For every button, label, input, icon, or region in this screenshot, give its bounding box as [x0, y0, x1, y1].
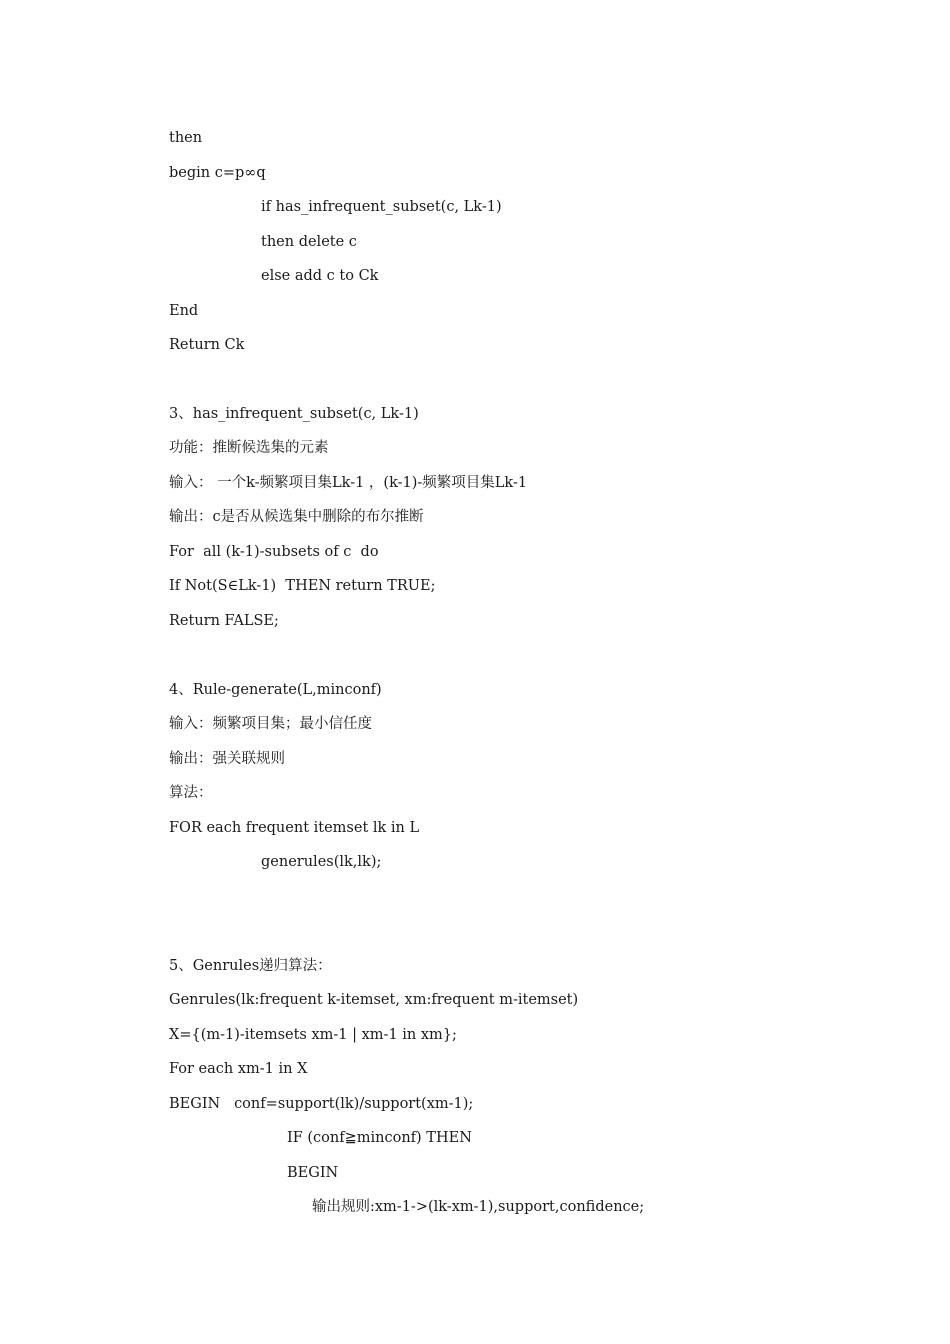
code-line: IF (conf≧minconf) THEN	[287, 1130, 472, 1146]
section-heading: 4、Rule-generate(L,minconf)	[169, 682, 382, 698]
text-line: 输入： 一个k-频繁项目集Lk-1 ，(k-1)-频繁项目集Lk-1	[169, 475, 528, 491]
code-line: Return Ck	[169, 337, 245, 353]
code-line: 输出规则:xm-1->(lk-xm-1),support,confidence;	[312, 1199, 645, 1215]
code-line: If Not(S∈Lk-1) THEN return TRUE;	[169, 578, 436, 594]
code-line: Return FALSE;	[169, 613, 279, 629]
code-line: BEGIN	[287, 1165, 339, 1181]
text-line: 输出：c是否从候选集中删除的布尔推断	[169, 509, 424, 525]
section-heading: 5、Genrules递归算法：	[169, 958, 332, 974]
code-line: generules(lk,lk);	[261, 854, 382, 870]
section-heading: 3、has_infrequent_subset(c, Lk-1)	[169, 406, 419, 422]
code-line: if has_infrequent_subset(c, Lk-1)	[261, 199, 502, 215]
text-line: 输入：频繁项目集；最小信任度	[169, 716, 372, 732]
code-line: begin c=p∞q	[169, 165, 266, 181]
code-line: End	[169, 303, 199, 319]
text-line: 算法：	[169, 785, 213, 801]
text-line: 功能：推断候选集的元素	[169, 440, 329, 456]
code-line: X={(m-1)-itemsets xm-1 | xm-1 in xm};	[169, 1027, 457, 1043]
code-line: Genrules(lk:frequent k-itemset, xm:frequent m-itemset)	[169, 992, 579, 1008]
code-line: then	[169, 130, 203, 146]
text-line: 输出：强关联规则	[169, 751, 285, 767]
code-line: For all (k-1)-subsets of c do	[169, 544, 379, 560]
code-line: For each xm-1 in X	[169, 1061, 308, 1077]
code-line: FOR each frequent itemset lk in L	[169, 820, 420, 836]
code-line: BEGIN conf=support(lk)/support(xm-1);	[169, 1096, 474, 1112]
code-line: then delete c	[261, 234, 357, 250]
code-line: else add c to Ck	[261, 268, 379, 284]
